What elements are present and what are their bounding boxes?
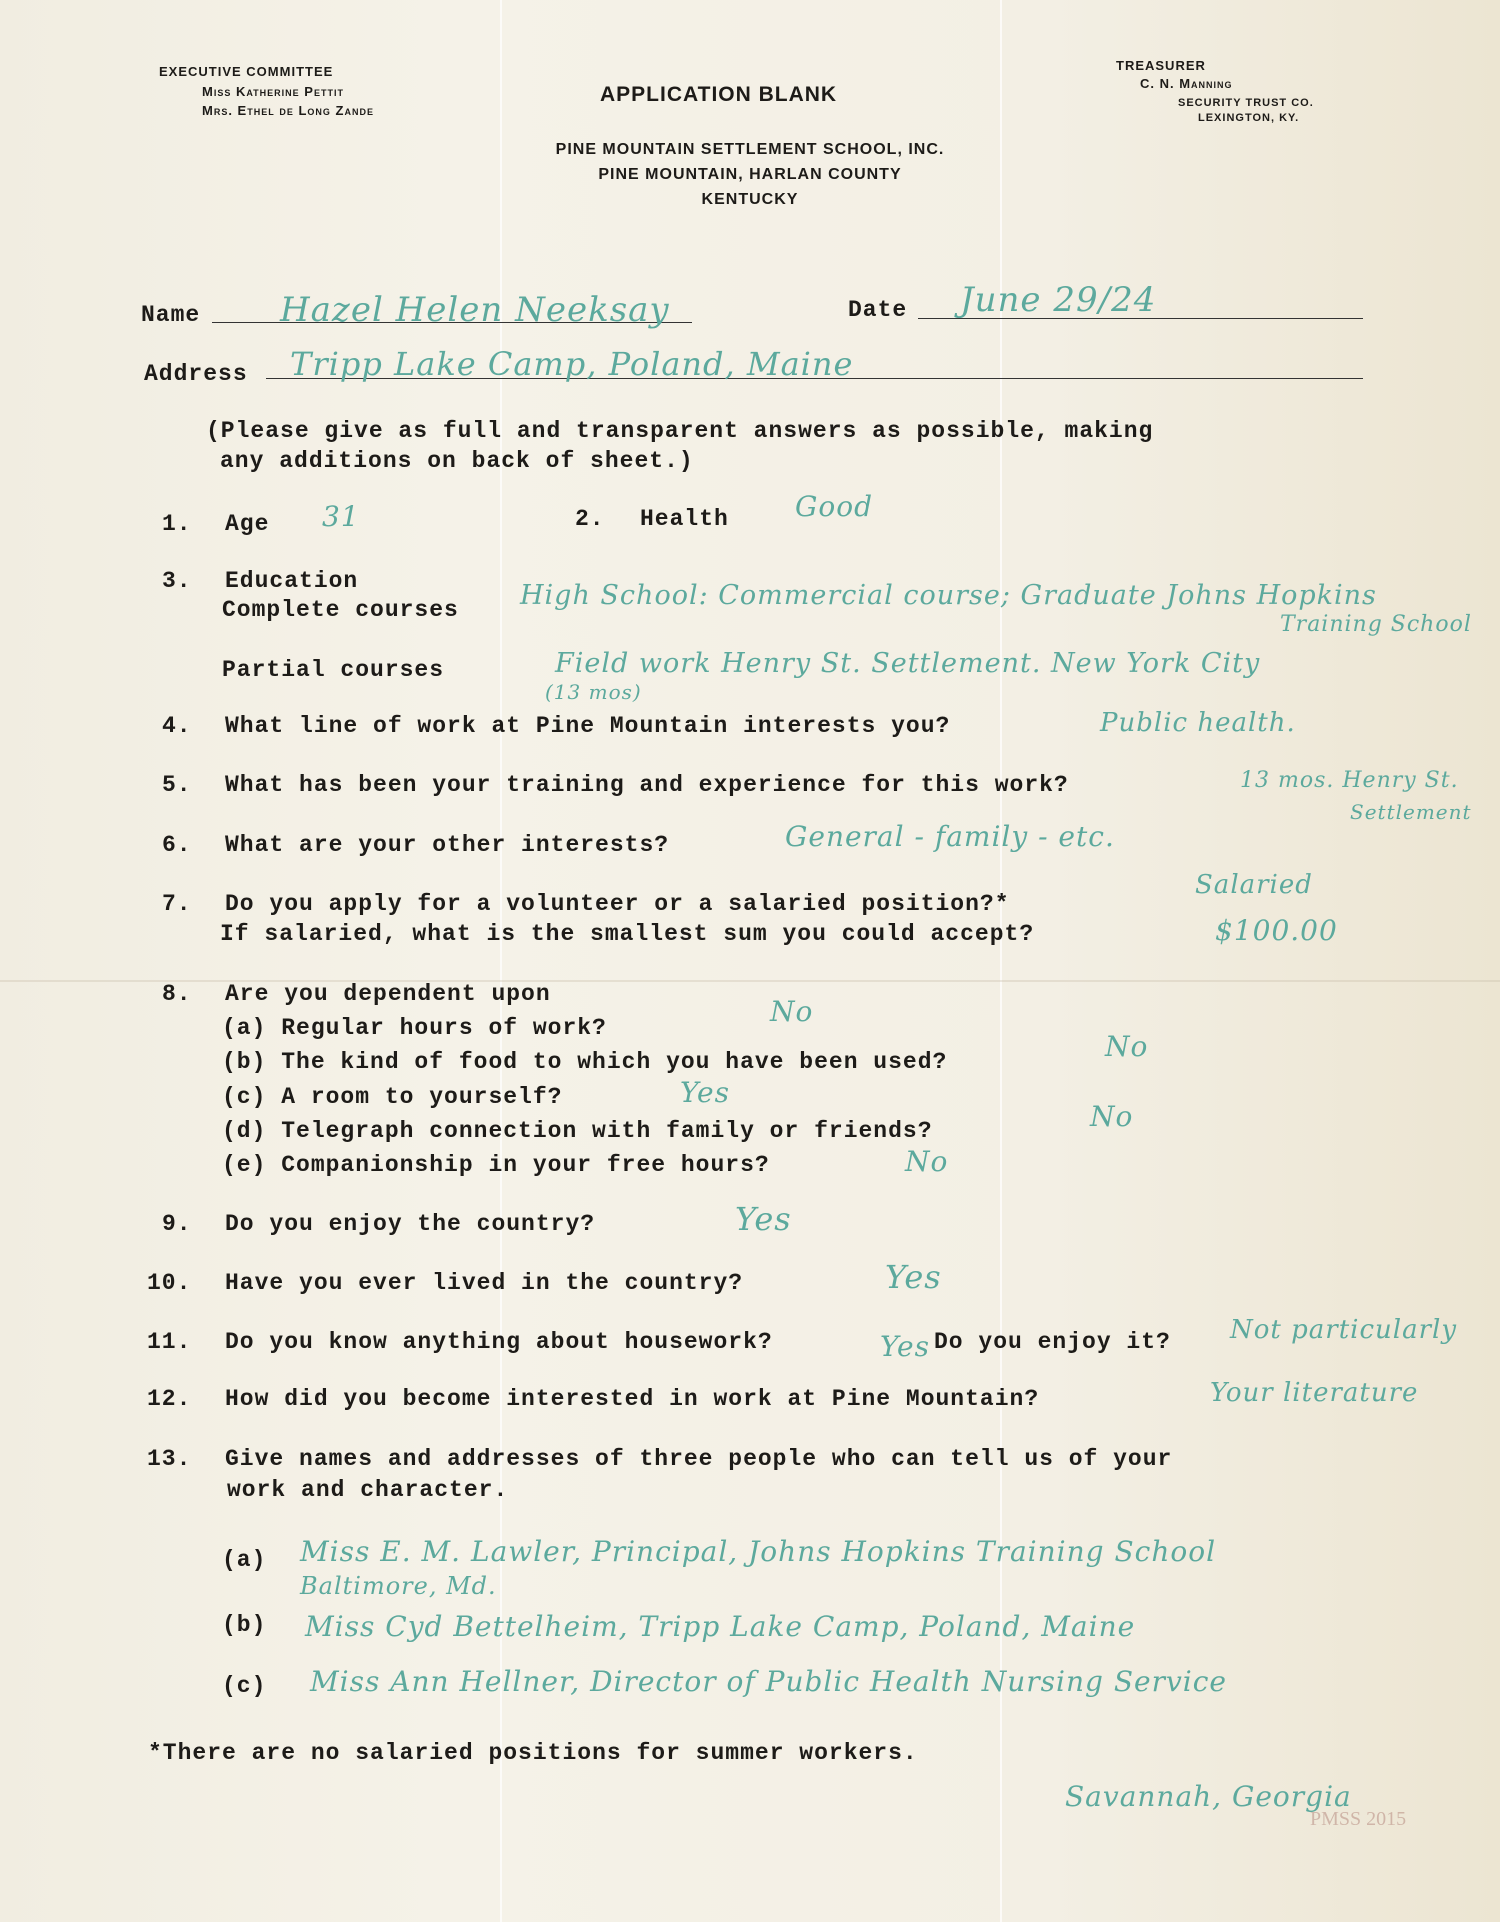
- treasurer-city: LEXINGTON, KY.: [1198, 112, 1300, 124]
- q9-number: 9.: [162, 1211, 192, 1237]
- q13-label-2: work and character.: [227, 1477, 509, 1503]
- instructions: (Please give as full and transparent answers as possible, making: [206, 418, 1154, 444]
- ref-c-line2[interactable]: Savannah, Georgia: [1065, 1780, 1352, 1813]
- q7-answer-2[interactable]: $100.00: [1215, 914, 1338, 947]
- q9-answer[interactable]: Yes: [735, 1200, 792, 1238]
- q5-answer-2[interactable]: Settlement: [1350, 800, 1472, 824]
- q4-label: What line of work at Pine Mountain interests you?: [225, 713, 951, 739]
- q5-label: What has been your training and experience for this work?: [225, 772, 1069, 798]
- q8a-label: (a) Regular hours of work?: [222, 1015, 607, 1041]
- q13-label: Give names and addresses of three people who can tell us of your: [225, 1446, 1173, 1472]
- treasurer-bank: SECURITY TRUST CO.: [1178, 97, 1314, 109]
- q10-label: Have you ever lived in the country?: [225, 1270, 744, 1296]
- q6-answer[interactable]: General - family - etc.: [785, 820, 1115, 853]
- ref-b-mark: (b): [222, 1612, 267, 1638]
- date-label: Date: [848, 297, 908, 323]
- treasurer-name: C. N. Manning: [1140, 76, 1233, 91]
- address-label: Address: [144, 361, 248, 387]
- school-line: PINE MOUNTAIN SETTLEMENT SCHOOL, INC.: [555, 141, 945, 158]
- q8-number: 8.: [162, 981, 192, 1007]
- school-state: [0, 191, 1500, 209]
- q3-label: Education: [225, 568, 359, 594]
- ref-a-mark: (a): [222, 1547, 267, 1573]
- q1-answer[interactable]: 31: [322, 500, 360, 533]
- q2-number: 2.: [575, 506, 605, 532]
- q8c-label: (c) A room to yourself?: [222, 1084, 563, 1110]
- address-field[interactable]: Tripp Lake Camp, Poland, Maine: [290, 345, 854, 383]
- name-label: Name: [141, 302, 201, 328]
- q7-label-2: If salaried, what is the smallest sum you could accept?: [220, 921, 1035, 947]
- q12-label: How did you become interested in work at Pine Mountain?: [225, 1386, 1040, 1412]
- q3-partial-note: (13 mos): [545, 680, 642, 704]
- q8c-answer[interactable]: Yes: [680, 1076, 730, 1109]
- instructions: any additions on back of sheet.): [220, 448, 694, 474]
- q8b-answer[interactable]: No: [1105, 1030, 1149, 1063]
- q8d-label: (d) Telegraph connection with family or friends?: [222, 1118, 933, 1144]
- q8-label: Are you dependent upon: [225, 981, 551, 1007]
- ref-b-line1[interactable]: Miss Cyd Bettelheim, Tripp Lake Camp, Poland, Maine: [305, 1610, 1136, 1643]
- q5-number: 5.: [162, 772, 192, 798]
- archive-watermark: PMSS 2015: [1310, 1808, 1407, 1830]
- ref-c-line1[interactable]: Miss Ann Hellner, Director of Public Health Nursing Service: [310, 1665, 1227, 1698]
- treasurer-title: TREASURER: [1116, 58, 1206, 73]
- q6-label: What are your other interests?: [225, 832, 670, 858]
- q3-number: 3.: [162, 568, 192, 594]
- form-title: APPLICATION BLANK: [600, 83, 838, 106]
- q4-answer[interactable]: Public health.: [1100, 708, 1296, 738]
- q2-answer[interactable]: Good: [795, 490, 874, 523]
- q5-answer[interactable]: 13 mos. Henry St.: [1240, 768, 1459, 793]
- q11-answer-2[interactable]: Not particularly: [1230, 1315, 1458, 1345]
- committee-member: Mrs. Ethel de Long Zande: [202, 103, 374, 118]
- school-address: [0, 166, 1500, 184]
- q13-number: 13.: [147, 1446, 192, 1472]
- ref-a-line2[interactable]: Baltimore, Md.: [300, 1572, 497, 1600]
- q12-answer[interactable]: Your literature: [1210, 1378, 1419, 1408]
- name-field[interactable]: Hazel Helen Neeksay: [280, 290, 670, 330]
- committee-title: EXECUTIVE COMMITTEE: [159, 64, 334, 79]
- q2-label: Health: [640, 506, 729, 532]
- q7-answer[interactable]: Salaried: [1195, 870, 1313, 900]
- q11-number: 11.: [147, 1329, 192, 1355]
- q8d-answer[interactable]: No: [1090, 1100, 1134, 1133]
- q11-answer[interactable]: Yes: [880, 1330, 930, 1363]
- footnote: *There are no salaried positions for summer workers.: [148, 1740, 918, 1766]
- q8b-label: (b) The kind of food to which you have been used?: [222, 1049, 948, 1075]
- committee-member: Miss Katherine Pettit: [202, 84, 344, 99]
- q4-number: 4.: [162, 713, 192, 739]
- ref-a-line1[interactable]: Miss E. M. Lawler, Principal, Johns Hopkins Training School: [300, 1535, 1217, 1568]
- school-line: PINE MOUNTAIN, HARLAN COUNTY: [598, 166, 902, 183]
- ref-c-mark: (c): [222, 1673, 267, 1699]
- q9-label: Do you enjoy the country?: [225, 1211, 596, 1237]
- q3-partial-label: Partial courses: [222, 657, 445, 683]
- q3-partial-answer[interactable]: Field work Henry St. Settlement. New York City: [555, 648, 1261, 679]
- q12-number: 12.: [147, 1386, 192, 1412]
- q6-number: 6.: [162, 832, 192, 858]
- q8e-answer[interactable]: No: [905, 1145, 949, 1178]
- q11-label: Do you know anything about housework?: [225, 1329, 773, 1355]
- q3-complete-label: Complete courses: [222, 597, 459, 623]
- q7-number: 7.: [162, 891, 192, 917]
- q3-complete-answer[interactable]: High School: Commercial course; Graduate Johns Hopkins: [520, 580, 1377, 611]
- school-line: KENTUCKY: [701, 191, 799, 208]
- school-name: [0, 141, 1500, 159]
- q10-answer[interactable]: Yes: [885, 1258, 942, 1296]
- q3-complete-answer-2[interactable]: Training School: [1280, 612, 1472, 637]
- q11-label-2: Do you enjoy it?: [934, 1329, 1171, 1355]
- q10-number: 10.: [147, 1270, 192, 1296]
- q8a-answer[interactable]: No: [770, 995, 814, 1028]
- q1-label: Age: [225, 511, 270, 537]
- q7-label: Do you apply for a volunteer or a salaried position?*: [225, 891, 1010, 917]
- q8e-label: (e) Companionship in your free hours?: [222, 1152, 770, 1178]
- q1-number: 1.: [162, 511, 192, 537]
- date-field[interactable]: June 29/24: [960, 280, 1157, 320]
